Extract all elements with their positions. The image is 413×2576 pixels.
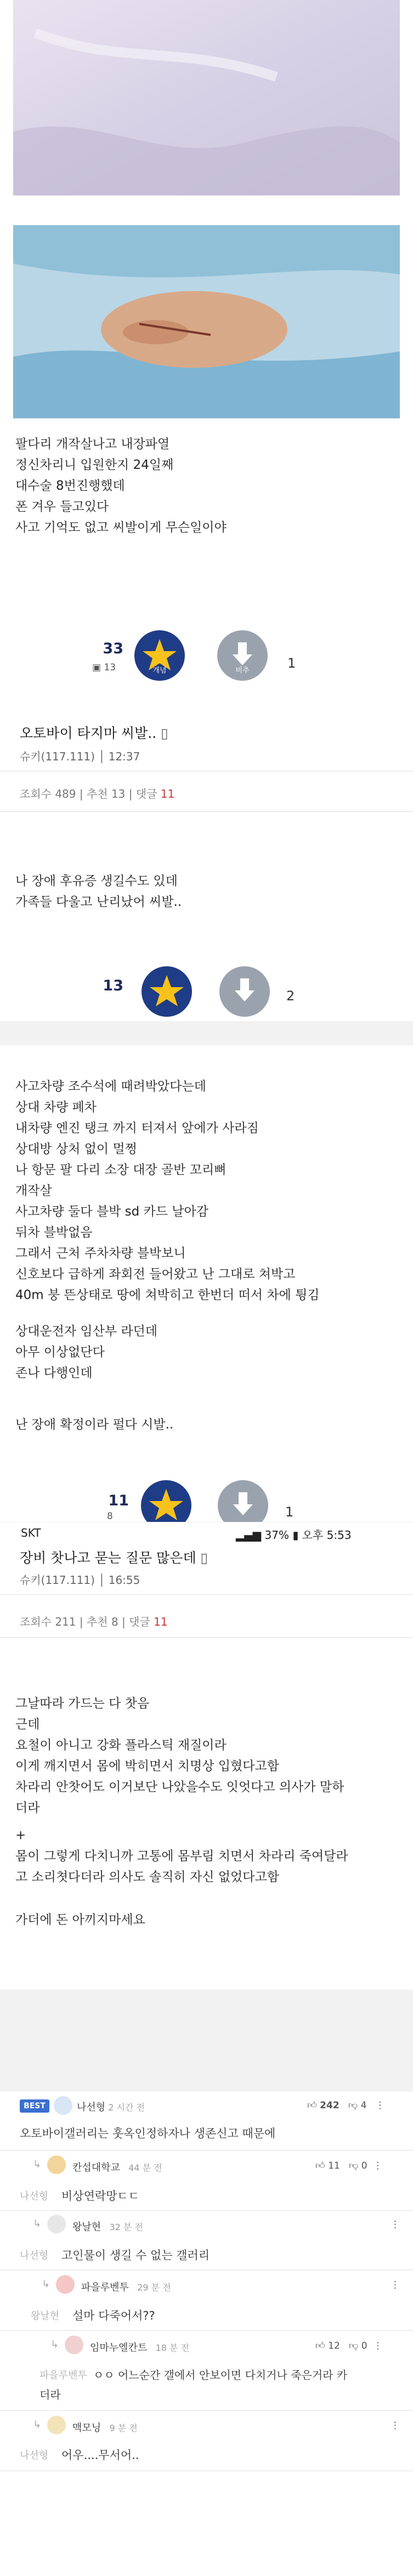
carrier-label: SKT	[21, 1526, 41, 1539]
avatar	[56, 2275, 75, 2294]
comment-header	[90, 2340, 189, 2354]
comment-time: 44 분 전	[128, 2163, 162, 2173]
post-body-line: 개작살	[15, 1184, 52, 1198]
reply-to: 파을루벤투	[39, 2370, 87, 2381]
comment-votes	[307, 2099, 385, 2111]
comment-time: 32 분 전	[109, 2222, 143, 2232]
post-body-line: 팔다리 개작살나고 내장파열	[15, 437, 170, 451]
reply-to: 왕날현	[31, 2310, 60, 2322]
comment-time: 9 분 전	[109, 2423, 138, 2433]
comment-time: 29 분 전	[137, 2282, 171, 2293]
battery-level: 37%	[264, 1528, 289, 1542]
comment-votes	[315, 2340, 382, 2351]
post-body-line: 사고 기억도 없고 씨발이게 무슨일이야	[15, 520, 227, 535]
avatar	[47, 2155, 66, 2174]
commenter-name[interactable]: 파을루벤투	[81, 2282, 129, 2293]
post-body-line: 더라	[15, 1801, 40, 1815]
commenter-name[interactable]: 왕날현	[72, 2221, 101, 2233]
post-body-line: 뒤차 블박없음	[15, 1225, 93, 1240]
post-body-line: 근데	[15, 1717, 40, 1732]
post-stats-text: 조회수 489 | 추천 13 | 댓글	[20, 787, 157, 800]
star-icon	[142, 966, 192, 1017]
comment-header	[81, 2280, 171, 2294]
post-body-line: 상대방 상처 없이 멀쩡	[15, 1142, 137, 1156]
reply-arrow-icon: ↳	[42, 2278, 50, 2290]
fixed-upvote-count: ▣ 13	[92, 662, 116, 673]
post-body-line: 사고차량 둘다 블박 sd 카드 날아감	[15, 1205, 208, 1219]
reply-arrow-icon: ↳	[33, 2419, 42, 2431]
thumbs-down-icon[interactable]: 👎︎	[348, 2100, 358, 2111]
fixed-upvote-value: 13	[104, 662, 116, 673]
comment-text: 어우....무서어..	[61, 2449, 139, 2462]
comment-text: 오토바이갤러리는 훗옥인정하자나 생존신고 때문에	[20, 2127, 276, 2140]
post-body-line: 존나 다행인데	[15, 1366, 93, 1380]
upvote-count: 11	[108, 1492, 129, 1509]
more-icon[interactable]: ⋮	[391, 2219, 400, 2230]
post-stats-text: 조회수 211 | 추천 8 | 댓글	[20, 1615, 150, 1628]
downvote-label: 비추	[235, 667, 250, 675]
thumbs-up-icon[interactable]: 👍︎	[315, 2340, 325, 2351]
post-body-line: 아무 이상없단다	[15, 1345, 105, 1359]
commenter-name[interactable]: 칸섭대학교	[72, 2162, 120, 2174]
post-body-line: 요철이 아니고 강화 플라스틱 재질이라	[15, 1738, 227, 1752]
post-body-line: 그날따라 가드는 다 찻음	[15, 1696, 150, 1711]
mobile-icon: ▯	[161, 725, 168, 741]
post-body-line: 이게 깨지면서 몸에 박히면서 치명상 입혔다고함	[15, 1759, 279, 1773]
comment-time: 2 시간 전	[108, 2102, 145, 2113]
post-body-line: 사고차량 조수석에 때려박았다는데	[15, 1079, 206, 1094]
more-icon[interactable]: ⋮	[391, 2420, 400, 2431]
commenter-name[interactable]: 나선형	[77, 2102, 106, 2113]
comment-text: ㅇㅇ 어느순간 갤에서 안보이면 다치거나 죽은거라 카	[93, 2368, 348, 2382]
comment-text-continued: 더라	[39, 2388, 61, 2401]
comment-count[interactable]: 11	[160, 787, 175, 800]
post-body-line: 가족들 다울고 난리났어 씨발..	[15, 895, 182, 909]
post-body-line: 대수술 8번진행했데	[15, 479, 125, 493]
post-time: 12:37	[108, 750, 140, 763]
downvote-button[interactable]	[217, 630, 268, 681]
comment-header	[72, 2420, 138, 2434]
comment-count[interactable]: 11	[154, 1615, 168, 1628]
post-body-line: 내차량 엔진 탱크 까지 터져서 앞에가 사라짐	[15, 1121, 259, 1135]
comment-upvotes: 11	[328, 2160, 340, 2171]
mobile-icon: ▯	[200, 1550, 208, 1566]
post-stats	[20, 1613, 168, 1629]
avatar	[47, 2416, 66, 2434]
post-body-line: 나 항문 팔 다리 소장 대장 골반 꼬리뼈	[15, 1163, 227, 1177]
author-name[interactable]: 슈키(117.111)	[20, 750, 95, 763]
comment-downvotes: 4	[360, 2100, 367, 2111]
fixed-upvote-count: 8	[107, 1511, 113, 1522]
comment-upvotes: 242	[320, 2100, 340, 2111]
post-title-text: 오토바이 타지마 씨발..	[20, 725, 157, 741]
downvote-count: 1	[287, 656, 296, 671]
comment-text: 설마 다죽어서??	[72, 2309, 155, 2322]
commenter-name[interactable]: 임마누엘칸트	[90, 2342, 148, 2354]
post-body-line: 상대운전자 임산부 라던데	[15, 1324, 158, 1339]
post-body-line: 난 장애 확정이라 펄다 시발..	[15, 1418, 174, 1432]
comment-votes	[315, 2160, 382, 2171]
thumbs-up-icon[interactable]: 👍︎	[307, 2100, 317, 2111]
more-icon[interactable]: ⋮	[373, 2340, 383, 2351]
upvote-button[interactable]	[142, 966, 192, 1017]
comment-text: 고인물이 생길 수 없는 갤러리	[61, 2249, 210, 2262]
comment-header	[72, 2219, 143, 2233]
post-photo-patient	[13, 225, 400, 418]
reply-to: 나선형	[20, 2250, 49, 2261]
thumbs-down-icon[interactable]: 👎︎	[349, 2160, 359, 2171]
post-body-line: 상대 차량 폐차	[15, 1100, 97, 1115]
section-divider	[0, 1021, 413, 1045]
post-body-line: 그래서 근처 주차차량 블박보니	[15, 1246, 186, 1261]
post-body-line: +	[15, 1828, 26, 1843]
avatar	[65, 2336, 83, 2354]
clock: 오후 5:53	[302, 1528, 352, 1542]
post-body-line: 폰 겨우 들고있다	[15, 500, 109, 514]
reply-arrow-icon: ↳	[50, 2339, 59, 2350]
reply-to: 나선형	[20, 2191, 49, 2202]
post-body-line: 차라리 안찻어도 이거보단 나았을수도 잇엇다고 의사가 말하	[15, 1780, 344, 1794]
battery-icon: ▮	[292, 1528, 299, 1542]
post-body-line: 가더에 돈 아끼지마세요	[15, 1913, 145, 1927]
signal-icon: ▂▄▆	[236, 1528, 265, 1542]
thumbs-up-icon[interactable]: 👍︎	[315, 2160, 325, 2171]
status-icons	[236, 1526, 352, 1542]
comment-time: 18 분 전	[155, 2343, 190, 2353]
avatar	[54, 2096, 72, 2115]
comment-downvotes: 0	[361, 2160, 367, 2171]
upvote-count: 13	[103, 977, 123, 994]
upvote-count: 33	[103, 640, 123, 657]
comment-upvotes: 12	[328, 2340, 340, 2351]
arrow-down-icon	[219, 966, 270, 1017]
upvote-label: 개념	[152, 667, 167, 675]
best-badge: BEST	[20, 2099, 49, 2113]
post-title-text: 장비 찻나고 묻는 질문 많은데	[20, 1550, 196, 1566]
post-author-meta: 슈키(117.111) │ 12:37	[20, 750, 140, 763]
post-body-line: 40m 붕 뜬상태로 땅에 쳐박히고 한번더 떠서 차에 튕김	[15, 1288, 320, 1302]
more-icon[interactable]: ⋮	[373, 2160, 383, 2171]
section-divider	[0, 1990, 413, 2092]
post-body-line: 신호보다 급하게 좌회전 들어왔고 난 그대로 쳐박고	[15, 1267, 296, 1281]
more-icon[interactable]: ⋮	[375, 2100, 385, 2111]
reply-to: 나선형	[20, 2450, 49, 2461]
upvote-button[interactable]	[134, 630, 185, 681]
commenter-name[interactable]: 맥모닝	[72, 2422, 101, 2434]
post-photo-bed-sheet	[13, 0, 400, 195]
post-body-line: 나 장애 후유증 생길수도 있데	[15, 874, 178, 888]
reply-arrow-icon: ↳	[33, 2218, 42, 2230]
downvote-count: 1	[285, 1504, 294, 1520]
post-body-line: 고 소리쳣다더라 의사도 솔직히 자신 없었다고함	[15, 1870, 279, 1884]
avatar	[47, 2215, 66, 2233]
post-title[interactable]	[20, 723, 168, 742]
downvote-count: 2	[286, 988, 295, 1004]
comment-header	[77, 2099, 145, 2114]
thumbs-down-icon[interactable]: 👎︎	[349, 2340, 359, 2351]
post-time: 16:55	[108, 1573, 140, 1587]
downvote-button[interactable]	[219, 966, 270, 1017]
post-stats	[20, 785, 174, 801]
post-author-meta: 슈키(117.111) │ 16:55	[20, 1573, 140, 1587]
post-body-line: 정신차리니 입원한지 24일째	[15, 458, 174, 472]
comment-downvotes: 0	[361, 2340, 367, 2351]
comment-header	[72, 2160, 162, 2174]
post-title[interactable]	[20, 1547, 208, 1567]
post-body-line: 몸이 그렇게 다치니까 고통에 몸부림 치면서 차라리 죽여달라	[15, 1849, 348, 1863]
comment-text: 비상연락망ㄷㄷ	[61, 2189, 140, 2203]
more-icon[interactable]: ⋮	[391, 2280, 400, 2291]
reply-arrow-icon: ↳	[33, 2159, 42, 2170]
author-name[interactable]: 슈키(117.111)	[20, 1573, 95, 1587]
